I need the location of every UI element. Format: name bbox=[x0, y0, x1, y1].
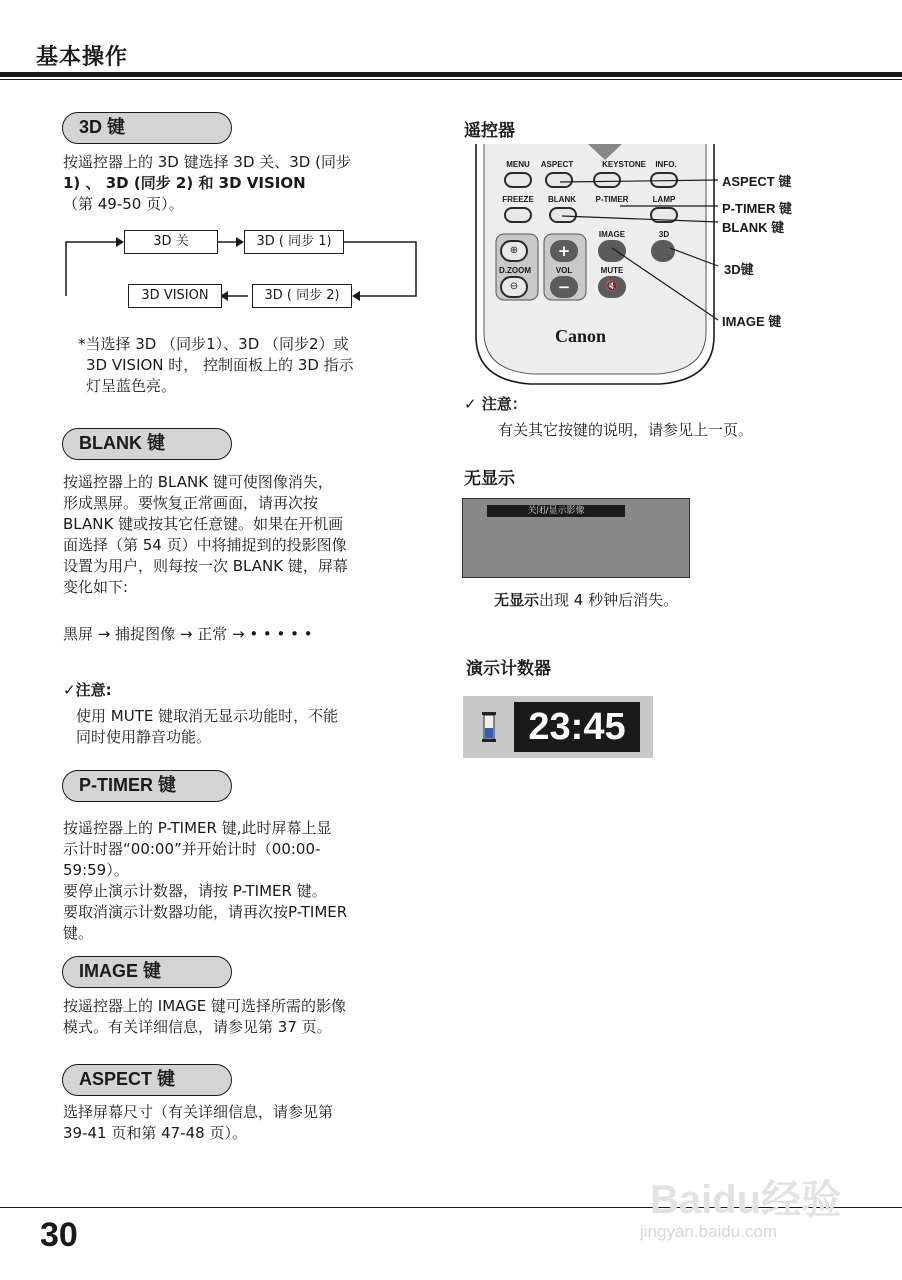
timer-title: 演示计数器 bbox=[466, 659, 551, 679]
blank-sequence: 黑屏 → 捕捉图像 → 正常 → • • • • • bbox=[63, 625, 313, 643]
remote-label-menu: MENU bbox=[506, 160, 530, 169]
callout-image: IMAGE 键 bbox=[722, 314, 782, 329]
remote-label-lamp: LAMP bbox=[652, 195, 676, 204]
text-line: 3D VISION 时， 控制面板上的 3D 指示 bbox=[86, 356, 354, 374]
section-3d-note bbox=[78, 334, 354, 397]
no-display-caption bbox=[494, 590, 678, 611]
section-image-label: IMAGE 键 bbox=[62, 956, 232, 988]
remote-callout-lines bbox=[550, 170, 730, 330]
remote-label-vol: VOL bbox=[555, 266, 573, 275]
section-3d-label: 3D 键 bbox=[62, 112, 232, 144]
remote-label-ptimer: P-TIMER bbox=[595, 195, 629, 204]
section-image-body bbox=[63, 996, 346, 1038]
diagram-box-3d-vision: 3D VISION bbox=[128, 284, 222, 308]
text-line: （第 49-50 页）。 bbox=[63, 195, 184, 213]
remote-freeze-button[interactable] bbox=[504, 207, 532, 223]
no-display-screen-label: 关闭/显示影像 bbox=[487, 505, 625, 517]
section-blank-body bbox=[63, 472, 348, 598]
section-aspect-label: ASPECT 键 bbox=[62, 1064, 232, 1096]
text-line: 按遥控器上的 IMAGE 键可选择所需的影像 bbox=[63, 997, 347, 1015]
text-line: 39-41 页和第 47-48 页）。 bbox=[63, 1124, 247, 1142]
text-line: 面选择（第 54 页）中将捕捉到的投影图像 bbox=[63, 536, 347, 554]
text-line: 设置为用户，则每按一次 BLANK 键，屏幕 bbox=[63, 557, 348, 575]
callout-blank: BLANK 键 bbox=[722, 220, 785, 235]
section-ptimer-body bbox=[63, 818, 347, 944]
diagram-box-3d-sync1: 3D ( 同步 1) bbox=[244, 230, 344, 254]
callout-3d: 3D键 bbox=[724, 262, 754, 277]
text-line: 示计时器“00:00”并开始计时（00:00- bbox=[63, 840, 321, 858]
remote-vol-up-button[interactable]: + bbox=[550, 240, 578, 262]
no-display-title: 无显示 bbox=[464, 469, 515, 489]
text-line: 键。 bbox=[63, 924, 94, 942]
text-line: BLANK 键或按其它任意键。如果在开机画 bbox=[63, 515, 344, 533]
callout-aspect: ASPECT 键 bbox=[722, 174, 792, 189]
remote-label-dzoom: D.ZOOM bbox=[499, 266, 531, 275]
remote-brand-logo: Canon bbox=[555, 326, 607, 346]
text-line: 形成黑屏。要恢复正常画面，请再次按 bbox=[63, 494, 319, 512]
section-aspect-body bbox=[63, 1102, 333, 1144]
remote-label-3d: 3D bbox=[658, 230, 670, 239]
page-header-title: 基本操作 bbox=[36, 45, 129, 70]
timer-value: 23:45 bbox=[514, 702, 640, 752]
blank-note-body bbox=[76, 706, 338, 748]
text-line: 1) 、 3D (同步 2) 和 3D VISION bbox=[63, 174, 306, 192]
remote-label-keystone: KEYSTONE bbox=[602, 160, 646, 169]
text-line: 使用 MUTE 键取消无显示功能时，不能 bbox=[76, 707, 339, 725]
text-line: 变化如下: bbox=[63, 578, 129, 596]
section-blank-label: BLANK 键 bbox=[62, 428, 232, 460]
remote-mute-button[interactable]: 🔇 bbox=[598, 276, 626, 298]
remote-menu-button[interactable] bbox=[504, 172, 532, 188]
text-line: 按遥控器上的 P-TIMER 键,此时屏幕上显 bbox=[63, 819, 332, 837]
caption-bold: 无显示 bbox=[494, 591, 540, 609]
remote-dzoom-up-button[interactable]: ⊕ bbox=[500, 240, 528, 262]
header-rule bbox=[0, 72, 902, 77]
remote-note-heading: ✓ 注意： bbox=[464, 395, 527, 413]
remote-label-aspect: ASPECT bbox=[540, 160, 574, 169]
hourglass-icon bbox=[481, 712, 497, 742]
text-line: 选择屏幕尺寸（有关详细信息，请参见第 bbox=[63, 1103, 334, 1121]
remote-label-blank: BLANK bbox=[548, 195, 576, 204]
text-line: 要停止演示计数器，请按 P-TIMER 键。 bbox=[63, 882, 327, 900]
text-line: 灯呈蓝色亮。 bbox=[86, 377, 177, 395]
watermark-url: jingyan.baidu.com bbox=[640, 1222, 778, 1241]
callout-ptimer: P-TIMER 键 bbox=[722, 201, 793, 216]
section-3d-body bbox=[63, 152, 351, 215]
remote-label-mute: MUTE bbox=[600, 266, 624, 275]
text-line: 模式。有关详细信息，请参见第 37 页。 bbox=[63, 1018, 332, 1036]
page-number: 30 bbox=[40, 1216, 78, 1254]
remote-vol-down-button[interactable]: − bbox=[550, 276, 578, 298]
blank-note-heading: ✓注意: bbox=[63, 681, 112, 699]
remote-note-body: 有关其它按键的说明，请参见上一页。 bbox=[498, 421, 754, 439]
text-line: *当选择 3D （同步1）、3D （同步2）或 bbox=[78, 335, 349, 353]
watermark-logo: Baidu经验 bbox=[650, 1178, 842, 1222]
remote-top-edge bbox=[610, 144, 650, 146]
text-line: 按遥控器上的 3D 键选择 3D 关、3D (同步 bbox=[63, 153, 351, 171]
remote-label-info: INFO. bbox=[655, 160, 677, 169]
text-line: 要取消演示计数器功能，请再次按P-TIMER bbox=[63, 903, 348, 921]
caption-rest: 出现 4 秒钟后消失。 bbox=[539, 591, 679, 609]
text-line: 59:59）。 bbox=[63, 861, 129, 879]
remote-dzoom-down-button[interactable]: ⊖ bbox=[500, 276, 528, 298]
remote-label-image: IMAGE bbox=[598, 230, 626, 239]
section-ptimer-label: P-TIMER 键 bbox=[62, 770, 232, 802]
text-line: 同时使用静音功能。 bbox=[76, 728, 212, 746]
header-rule-thin bbox=[0, 79, 902, 80]
text-line: 按遥控器上的 BLANK 键可使图像消失， bbox=[63, 473, 333, 491]
no-display-screen bbox=[462, 498, 690, 578]
timer-display bbox=[463, 696, 653, 758]
diagram-box-3d-sync2: 3D ( 同步 2) bbox=[252, 284, 352, 308]
diagram-box-3d-off: 3D 关 bbox=[124, 230, 218, 254]
remote-title: 遥控器 bbox=[464, 121, 515, 141]
remote-label-freeze: FREEZE bbox=[502, 195, 534, 204]
